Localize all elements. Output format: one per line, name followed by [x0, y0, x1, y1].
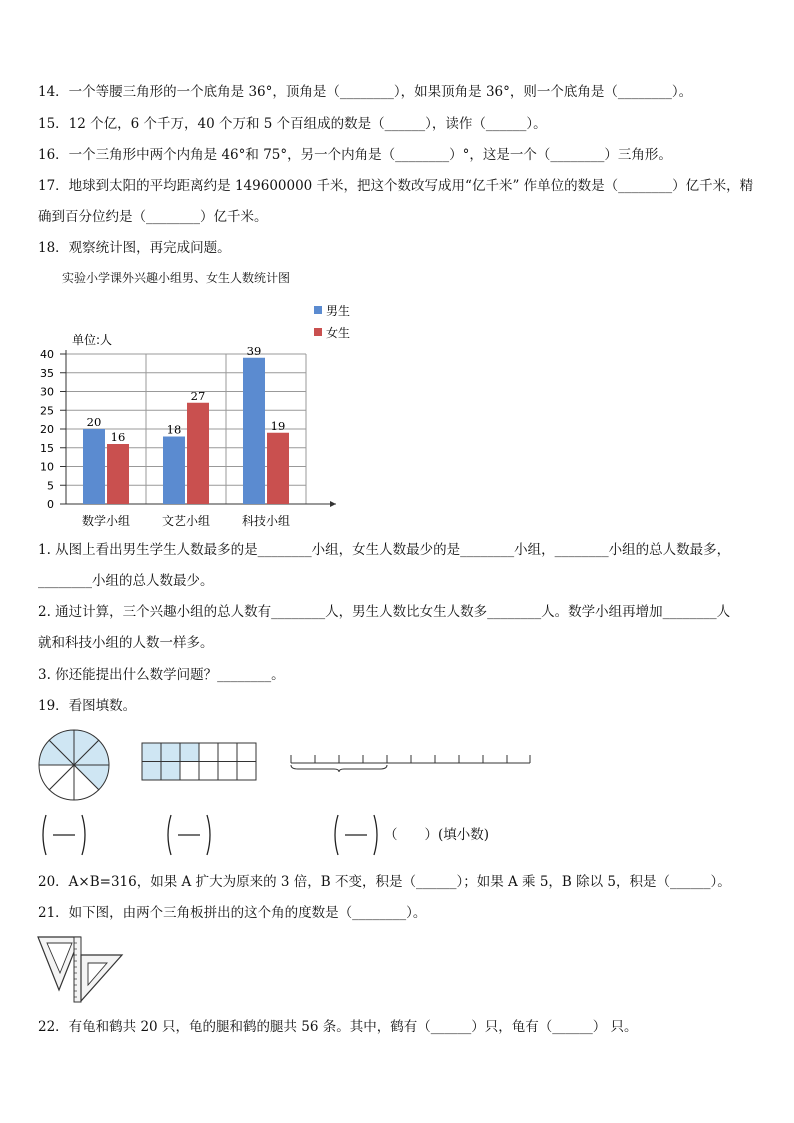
x-category-label: 数学小组: [81, 514, 131, 528]
x-axis-arrow: [330, 501, 336, 507]
bar-boys: [243, 358, 265, 504]
question-18-1-line2: ________小组的总人数最少。: [38, 573, 214, 589]
chart-title: 实验小学课外兴趣小组男、女生人数统计图: [62, 271, 291, 285]
legend-swatch: [314, 328, 322, 336]
circle-fraction-figure: [37, 728, 111, 802]
y-tick-label: 20: [40, 423, 54, 436]
question-18-1-line1: 1. 从图上看出男生学生人数最多的是________小组，女生人数最少的是________小组，________小组的总人数最多，: [38, 542, 731, 558]
y-tick-label: 30: [40, 385, 54, 399]
grid-fraction-figure: [141, 742, 257, 782]
legend-swatch: [314, 306, 322, 314]
bar-girls: [267, 433, 289, 504]
y-tick-label: 10: [40, 460, 54, 474]
question-22: 22．有龟和鹤共 20 只，龟的腿和鹤的腿共 56 条。其中，鹤有（______）只，龟有（______） 只。: [38, 1019, 638, 1035]
fraction-answer-3[interactable]: [330, 812, 382, 858]
bar-chart: [30, 300, 370, 535]
x-category-label: 科技小组: [241, 514, 291, 528]
bar-boys: [83, 429, 105, 504]
question-18-2-line1: 2. 通过计算，三个兴趣小组的总人数有________人，男生人数比女生人数多________人。数学小组再增加________人: [38, 604, 731, 620]
y-tick-label: 35: [40, 366, 54, 380]
legend-label: 女生: [326, 326, 351, 340]
question-17-line2: 确到百分位约是（________）亿千米。: [38, 209, 268, 225]
decimal-answer-label: （ ）(填小数): [384, 827, 490, 843]
number-line-figure: [288, 748, 534, 774]
bar-value-label: 39: [246, 343, 262, 358]
bar-value-label: 27: [190, 388, 206, 403]
y-tick-label: 25: [40, 404, 54, 418]
question-19: 19．看图填数。: [38, 698, 137, 714]
question-17-line1: 17．地球到太阳的平均距离约是 149600000 千米，把这个数改写成用“亿千米” 作单位的数是（________）亿千米，精: [38, 178, 754, 194]
y-tick-label: 15: [40, 441, 54, 455]
legend-label: 男生: [326, 304, 351, 318]
bar-boys: [163, 437, 185, 505]
bar-value-label: 18: [166, 422, 182, 437]
question-21: 21．如下图，由两个三角板拼出的这个角的度数是（________）。: [38, 905, 427, 921]
question-18: 18．观察统计图，再完成问题。: [38, 240, 231, 256]
question-15: 15．12 个亿，6 个千万，40 个万和 5 个百组成的数是（______），读作（______）。: [38, 116, 547, 132]
question-14: 14．一个等腰三角形的一个底角是 36°，顶角是（________），如果顶角是 36°，则一个底角是（________）。: [38, 84, 693, 100]
y-tick-label: 40: [40, 348, 54, 361]
question-20: 20．A×B=316，如果 A 扩大为原来的 3 倍，B 不变，积是（______）；如果 A 乘 5，B 除以 5，积是（______）。: [38, 874, 731, 890]
question-16: 16．一个三角形中两个内角是 46°和 75°，另一个内角是（________）°，这是一个（________）三角形。: [38, 147, 672, 163]
question-18-3: 3. 你还能提出什么数学问题？________。: [38, 667, 285, 683]
x-category-label: 文艺小组: [161, 514, 211, 528]
y-axis-unit-label: 单位:人: [72, 333, 113, 347]
question-18-2-line2: 就和科技小组的人数一样多。: [38, 635, 214, 651]
bar-girls: [107, 444, 129, 504]
bar-value-label: 20: [86, 415, 102, 429]
bar-value-label: 19: [270, 418, 286, 433]
bar-girls: [187, 403, 209, 504]
y-tick-label: 0: [47, 498, 54, 511]
fraction-answer-2[interactable]: [163, 812, 215, 858]
triangle-rulers-figure: [36, 935, 126, 1005]
y-tick-label: 5: [47, 479, 54, 493]
bar-value-label: 16: [110, 430, 126, 444]
fraction-answer-1[interactable]: [38, 812, 90, 858]
